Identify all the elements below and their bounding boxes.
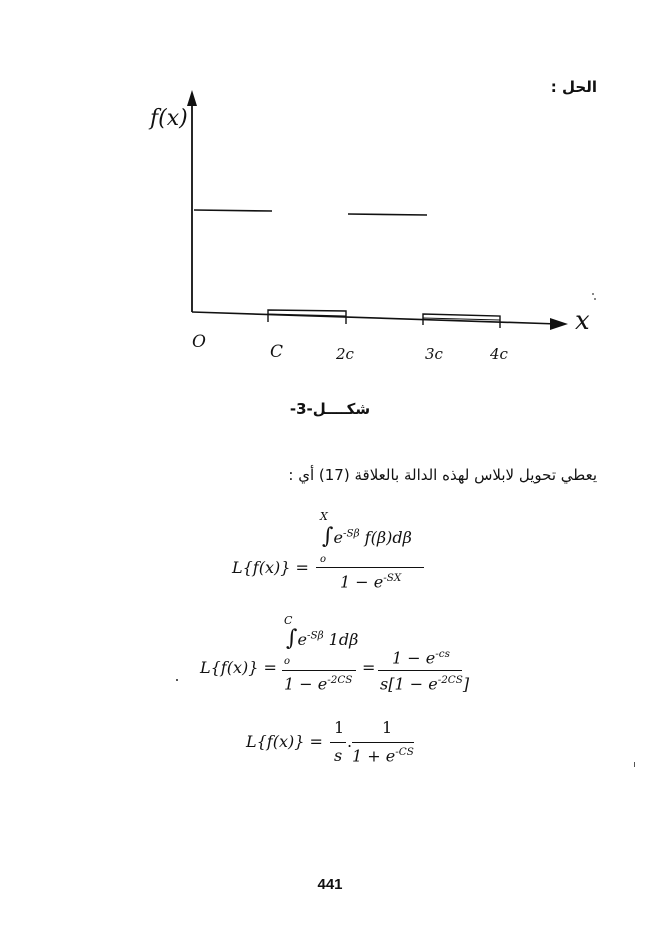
- stray-dot: [634, 762, 635, 767]
- eq3-frac1-bar: [330, 742, 346, 743]
- integral-sign: ∫: [286, 626, 298, 651]
- stray-mark: [594, 298, 596, 300]
- eq2-denominator: $1 - e^{-2CS}$: [284, 674, 353, 694]
- page-number: 441: [317, 876, 343, 893]
- tick-label-2c: 2c: [336, 345, 354, 363]
- x-axis-label: x: [575, 306, 590, 336]
- eq2-lower-limit: o: [284, 656, 291, 667]
- eq1-lower-limit: o: [320, 554, 327, 565]
- intro-text: يعطي تحويل لابلاس لهذه الدالة بالعلاقة (17) أي :: [288, 466, 597, 484]
- integral-sign: ∫: [322, 524, 334, 549]
- eq1-denominator: $1 - e^{-SX}$: [340, 572, 402, 592]
- eq2-integrand: $e^{-S\beta}$ 1dβ: [297, 629, 359, 649]
- tick-label-4c: 4c: [490, 345, 508, 363]
- x-axis-arrow: [550, 318, 568, 330]
- eq3-frac1-num: 1: [334, 718, 345, 737]
- eq2-fraction-bar: [282, 670, 356, 671]
- segment-2c-3c: [348, 214, 427, 215]
- eq3-frac2-bar: [352, 742, 414, 743]
- eq2-rhs-denominator: $s[1 - e^{-2CS}]$: [380, 674, 470, 694]
- tick-label-3c: 3c: [425, 345, 443, 363]
- solution-label: الحل :: [550, 78, 597, 96]
- segment-0-c: [194, 210, 272, 211]
- eq2-rhs-numerator: $1 - e^{-cs}$: [392, 648, 450, 668]
- y-axis-arrow: [187, 90, 197, 106]
- eq1-fraction-bar: [316, 567, 424, 568]
- eq3-frac1-den: s: [334, 746, 343, 765]
- tick-label-c: C: [270, 342, 284, 362]
- y-axis-label: f(x): [150, 106, 188, 131]
- stray-dot: [176, 679, 178, 681]
- eq3-lhs: L{f(x)} =: [246, 732, 323, 751]
- eq3-dot: .: [347, 732, 353, 751]
- eq1-lhs: L{f(x)} =: [232, 558, 309, 577]
- eq1-integrand: $e^{-S\beta}$ f(β)dβ: [333, 527, 412, 547]
- figure-caption: شكــــل-3-: [289, 400, 371, 418]
- eq1-numerator: [322, 524, 412, 549]
- eq3-frac2-num: 1: [382, 718, 393, 737]
- x-axis: [192, 312, 558, 324]
- tick-label-o: O: [192, 332, 206, 352]
- function-graph: [140, 88, 600, 368]
- stray-mark: [592, 293, 594, 295]
- eq2-numerator: [286, 626, 358, 651]
- eq1-upper-limit: X: [320, 510, 328, 523]
- eq2-equals: =: [362, 658, 376, 677]
- eq2-upper-limit: C: [284, 614, 293, 627]
- eq3-frac2-den: $1 + e^{-CS}$: [352, 746, 414, 766]
- eq2-rhs-fraction-bar: [378, 670, 462, 671]
- eq2-lhs: L{f(x)} =: [200, 658, 277, 677]
